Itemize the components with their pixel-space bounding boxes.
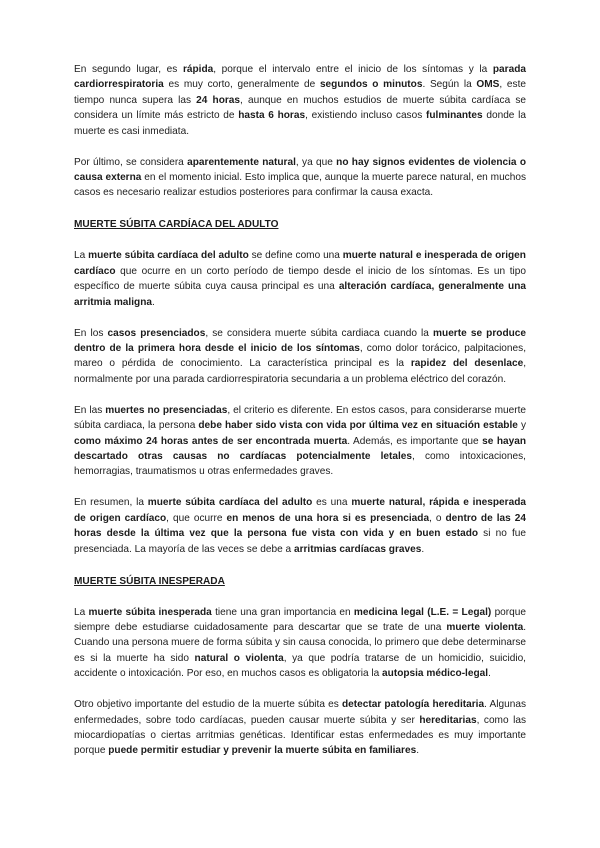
text-run: , aunque en muchos estudios de muerte súbita cardíaca se considera un límite más estricto de bbox=[74, 94, 527, 122]
text-run: . bbox=[488, 668, 491, 680]
text-run: . Algunas enfermedades, sobre todo cardíacas, pueden causar muerte súbita y ser bbox=[74, 699, 526, 726]
bold-phrase: muerte violenta bbox=[446, 621, 524, 633]
section-heading-adult: MUERTE SÚBITA CARDÍACA DEL ADULTO bbox=[74, 219, 279, 231]
text-run: . bbox=[416, 745, 420, 757]
bold-phrase: en menos de una hora si es presenciada bbox=[226, 512, 430, 524]
section-adult bbox=[74, 217, 526, 557]
bold-phrase: no hay signos evidentes de violencia o causa externa bbox=[74, 156, 526, 184]
text-run: y bbox=[517, 420, 526, 432]
text-run: , normalmente por una parada cardiorrespiratoria secundaria a un problema eléctrico del corazón. bbox=[74, 358, 526, 385]
bold-phrase: muerte súbita cardíaca del adulto bbox=[147, 497, 313, 509]
bold-phrase: autopsia médico-legal bbox=[382, 668, 489, 680]
paragraph-adult-unwitnessed bbox=[74, 403, 526, 480]
text-run: , que ocurre bbox=[166, 512, 227, 524]
section-heading-unexpected: MUERTE SÚBITA INESPERADA bbox=[74, 575, 225, 587]
text-run: La bbox=[74, 250, 89, 262]
bold-phrase: natural o violenta bbox=[194, 652, 284, 664]
text-run: La bbox=[74, 606, 89, 618]
text-run: , porque el intervalo entre el inicio de los síntomas y la bbox=[213, 64, 493, 75]
text-run: , este tiempo nunca supera las bbox=[74, 79, 526, 106]
bold-phrase: fulminantes bbox=[425, 110, 483, 122]
bold-phrase: medicina legal (L.E. = Legal) bbox=[353, 606, 492, 618]
text-run: donde la muerte es casi inmediata. bbox=[74, 110, 526, 137]
text-run: En segundo lugar, es bbox=[74, 64, 183, 75]
document-page bbox=[74, 62, 526, 774]
text-run: , como dolor torácico, palpitaciones, mareo o pérdida de conocimiento. La característica principal es la bbox=[74, 342, 526, 370]
section-unexpected bbox=[74, 574, 526, 759]
text-run: Por último, se considera bbox=[74, 156, 188, 168]
text-run: , como las miocardiopatías o ciertas arritmias genéticas. Identificar estas enfermedades es muy importante porque bbox=[74, 714, 526, 757]
paragraph-natural bbox=[74, 155, 526, 201]
bold-phrase: detectar patología hereditaria bbox=[341, 699, 485, 711]
text-run: en el momento inicial. Esto implica que, aunque la muerte parece natural, en muchos casos es necesario realizar estudios posteriores para confirmar la causa exacta. bbox=[74, 172, 526, 199]
text-run: , ya que bbox=[295, 156, 337, 168]
bold-phrase: 24 horas bbox=[196, 94, 241, 106]
bold-phrase: rápida bbox=[182, 64, 214, 75]
bold-phrase: parada cardiorrespiratoria bbox=[74, 64, 526, 91]
text-run: , existiendo incluso casos bbox=[305, 110, 426, 122]
text-run: es una bbox=[312, 497, 352, 509]
bold-phrase: se hayan descartado otras causas no cardíacas potencialmente letales bbox=[74, 435, 526, 462]
bold-phrase: arritmias cardíacas graves bbox=[293, 543, 422, 555]
text-run: si no fue presenciada. La mayoría de las veces se debe a bbox=[74, 528, 526, 555]
text-run: , como intoxicaciones, hemorragias, traumatismos u otras enfermedades graves. bbox=[74, 451, 526, 478]
text-run: . bbox=[421, 543, 425, 555]
text-run: . Según la bbox=[422, 79, 477, 91]
text-run: porque siempre debe estudiarse cuidadosamente para descartar que se trate de una bbox=[74, 606, 526, 633]
text-run: tiene una gran importancia en bbox=[211, 606, 354, 618]
bold-phrase: muertes no presenciadas bbox=[105, 404, 228, 416]
paragraph-adult-definition bbox=[74, 248, 526, 310]
bold-phrase: debe haber sido vista con vida por última vez en situación estable bbox=[198, 420, 518, 432]
bold-phrase: hereditarias bbox=[419, 714, 477, 726]
text-run: En las bbox=[74, 404, 106, 416]
text-run: . bbox=[151, 296, 155, 308]
bold-phrase: aparentemente natural bbox=[187, 156, 296, 168]
bold-phrase: muerte súbita inesperada bbox=[88, 606, 212, 618]
paragraph-unexpected-hereditary bbox=[74, 697, 526, 759]
text-run: En resumen, la bbox=[74, 497, 148, 509]
text-run: En los bbox=[74, 327, 108, 339]
bold-phrase: muerte se produce dentro de la primera hora desde el inicio de los síntomas bbox=[74, 327, 527, 354]
text-run: , se considera muerte súbita cardiaca cuando la bbox=[205, 327, 434, 339]
text-run: , o bbox=[429, 512, 446, 524]
bold-phrase: dentro de las 24 horas desde la última vez que la persona fue vista con vida y en buen estado bbox=[74, 512, 526, 540]
bold-phrase: muerte súbita cardíaca del adulto bbox=[88, 250, 249, 262]
text-run: . Cuando una persona muere de forma súbita y sin causa conocida, lo primero que debe determinarse es si la muerte ha sido bbox=[74, 621, 526, 664]
text-run: , ya que podría tratarse de un homicidio, suicidio, accidente o intoxicación. Por eso, en muchos casos es obligatoria la bbox=[74, 652, 526, 680]
text-run: es muy corto, generalmente de bbox=[163, 79, 320, 91]
bold-phrase: segundos o minutos bbox=[319, 79, 423, 91]
bold-phrase: alteración cardíaca, generalmente una arritmia maligna bbox=[74, 281, 526, 308]
paragraph-adult-summary bbox=[74, 495, 526, 557]
text-run: Otro objetivo importante del estudio de la muerte súbita es bbox=[74, 699, 342, 711]
text-run: . Además, es importante que bbox=[347, 435, 483, 447]
bold-phrase: rapidez del desenlace bbox=[410, 358, 524, 370]
bold-phrase: como máximo 24 horas antes de ser encontrada muerta bbox=[74, 435, 348, 447]
bold-phrase: muerte natural e inesperada de origen cardíaco bbox=[74, 250, 526, 277]
bold-phrase: OMS bbox=[476, 79, 500, 91]
text-run: , el criterio es diferente. En estos casos, para considerarse muerte súbita cardiaca, la persona bbox=[74, 404, 526, 432]
text-run: se define como una bbox=[248, 250, 343, 262]
intro-block bbox=[74, 62, 526, 201]
text-run: que ocurre en un corto período de tiempo desde el inicio de los síntomas. Es un tipo específico de muerte súbita cuya causa principal es una bbox=[74, 265, 526, 293]
paragraph-rapid bbox=[74, 62, 526, 139]
paragraph-adult-witnessed bbox=[74, 326, 526, 388]
paragraph-unexpected-legal bbox=[74, 605, 526, 682]
bold-phrase: puede permitir estudiar y prevenir la muerte súbita en familiares bbox=[108, 745, 417, 757]
bold-phrase: hasta 6 horas bbox=[238, 110, 306, 122]
bold-phrase: casos presenciados bbox=[107, 327, 206, 339]
bold-phrase: muerte natural, rápida e inesperada de origen cardíaco bbox=[74, 497, 526, 524]
